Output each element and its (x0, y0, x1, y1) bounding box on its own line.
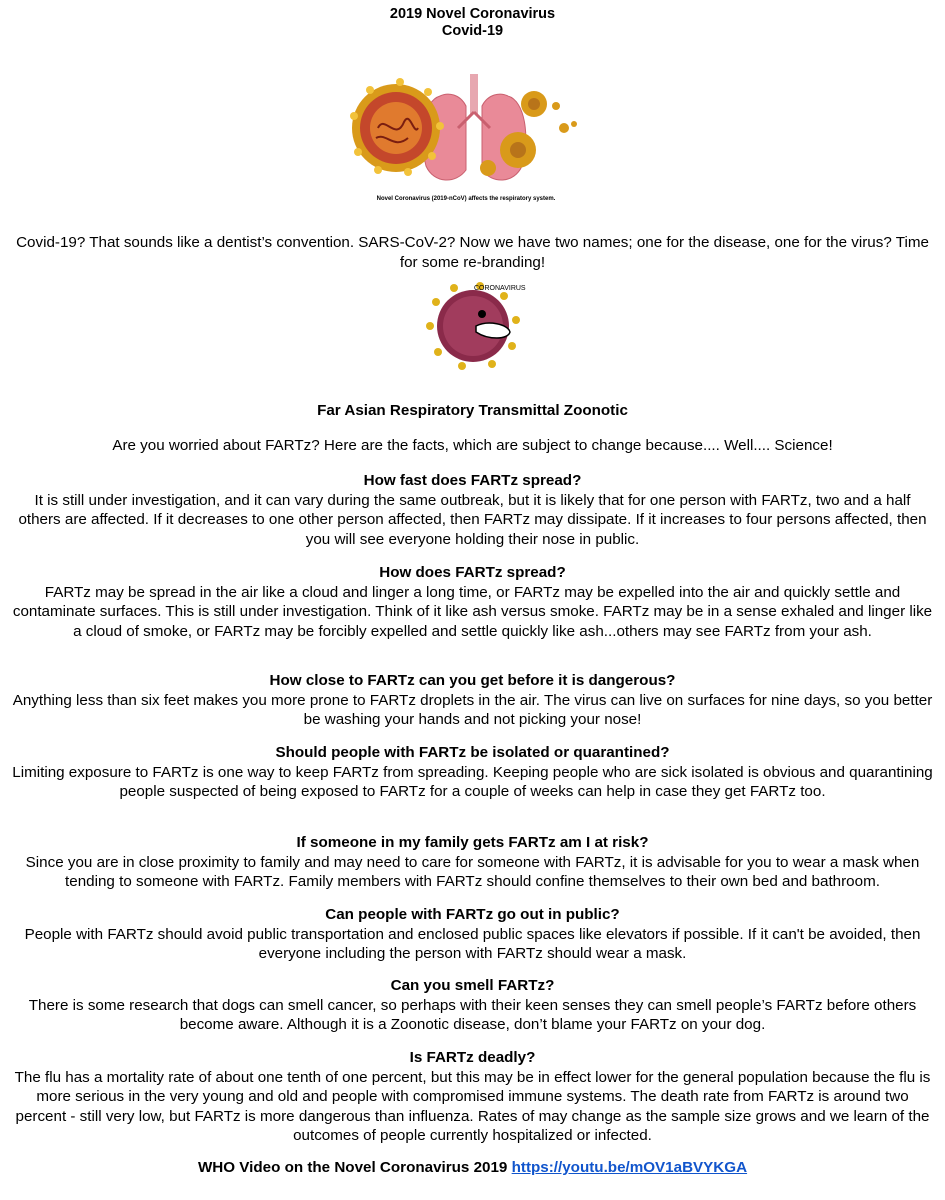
section-answer: It is still under investigation, and it can vary during the same outbreak, but it is likely that for one person with FARTz, two and a half others are affected. If it decreases to one other person affected, then FARTz may dissipate. If it increases to four persons affected, then you will see everyone holding their nose in public. (18, 491, 927, 548)
title-line-2: Covid-19 (441, 23, 504, 39)
facts-intro: Are you worried about FARTz? Here are the facts, which are subject to change because.... Well.... Science! (112, 437, 833, 454)
coronavirus-lungs-illustration (348, 66, 580, 206)
section-deadly (12, 1048, 933, 1146)
who-video-link[interactable]: https://youtu.be/mOV1aBVYKGA (511, 1159, 748, 1176)
coronavirus-lungs-svg (348, 66, 580, 196)
page-title (0, 6, 945, 40)
section-family-risk (12, 833, 933, 892)
section-question: If someone in my family gets FARTz am I at risk? (296, 834, 649, 851)
section-answer: FARTz may be spread in the air like a cloud and linger a long time, or FARTz may be expelled into the air and quickly settle and contaminate surfaces. This is still under investigation. Think of it like ash versus smoke. FARTz may be in a sense exhaled and linger like a cloud of smoke, or FARTz may be forcibly expelled and settle quickly like ash...others may see FARTz from your ash. (12, 583, 933, 640)
section-question: Can you smell FARTz? (390, 977, 555, 994)
section-spread-method (12, 563, 933, 641)
section-question: Is FARTz deadly? (409, 1049, 536, 1066)
section-answer: Since you are in close proximity to family and may need to care for someone with FARTz, it is advisable for you to wear a mask when tending to someone with FARTz. Family members with FARTz should confine themselves to their own bed and bathroom. (25, 853, 920, 890)
section-isolation (12, 743, 933, 802)
section-spread-speed (12, 471, 933, 549)
cartoon-virus-illustration (410, 280, 534, 370)
section-question: How fast does FARTz spread? (363, 472, 582, 489)
section-smell (12, 976, 933, 1035)
section-question: How does FARTz spread? (379, 564, 566, 581)
section-answer: The flu has a mortality rate of about one tenth of one percent, but this may be in effect lower for the general population because the flu is more serious in the very young and old and people with compromised immune systems. The death rate from FARTz is around two percent - still very low, but FARTz is more dangerous than influenza. Rates of may change as the sample size grows and we learn of the outcomes of people currently hospitalized or infected. (14, 1068, 931, 1144)
section-question: Should people with FARTz be isolated or quarantined? (275, 744, 670, 761)
section-answer: There is some research that dogs can smell cancer, so perhaps with their keen senses they can smell people’s FARTz before others become aware. Although it is a Zoonotic disease, don’t blame your FARTz on your dog. (28, 996, 917, 1033)
section-public (12, 905, 933, 964)
figure-caption: Novel Coronavirus (2019-nCoV) affects the respiratory system. (376, 196, 556, 202)
cartoon-virus-label: CORONAVIRUS (474, 285, 526, 292)
section-question: Can people with FARTz go out in public? (325, 906, 620, 923)
intro-paragraph: Covid-19? That sounds like a dentist’s convention. SARS-CoV-2? Now we have two names; one for the disease, one for the virus? Time for some re-branding! (16, 234, 929, 271)
section-answer: Limiting exposure to FARTz is one way to keep FARTz from spreading. Keeping people who are sick isolated is obvious and quarantining people suspected of being exposed to FARTz for a couple of weeks can help in case they get FARTz too. (12, 763, 933, 800)
acronym-heading: Far Asian Respiratory Transmittal Zoonotic (317, 402, 628, 419)
title-line-1: 2019 Novel Coronavirus (389, 6, 556, 22)
footer-label: WHO Video on the Novel Coronavirus 2019 (197, 1159, 508, 1176)
footer-line (12, 1158, 933, 1178)
section-distance (12, 671, 933, 730)
cartoon-virus-svg (410, 280, 534, 370)
section-question: How close to FARTz can you get before it is dangerous? (269, 672, 676, 689)
section-answer: People with FARTz should avoid public transportation and enclosed public spaces like elevators if possible. If it can't be avoided, then everyone including the person with FARTz should wear a mask. (24, 925, 921, 962)
section-answer: Anything less than six feet makes you more prone to FARTz droplets in the air. The virus can live on surfaces for nine days, so you better be washing your hands and not picking your nose! (12, 691, 933, 728)
